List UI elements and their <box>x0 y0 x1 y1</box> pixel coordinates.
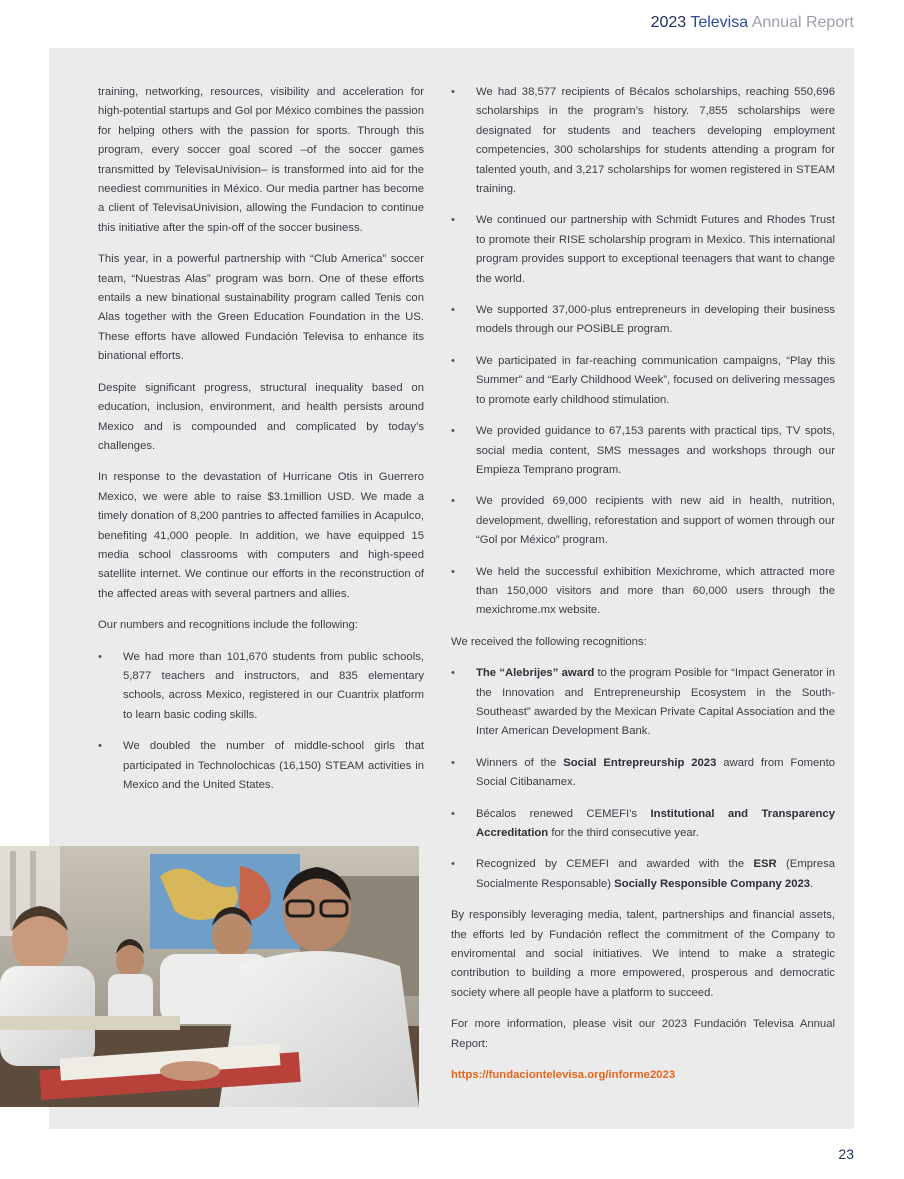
left-paragraph-5: Our numbers and recognitions include the following: <box>98 619 358 632</box>
more-info-text: For more information, please visit our 2023 Fundación Televisa Annual Report: <box>451 1018 835 1050</box>
header-year: 2023 <box>650 14 687 31</box>
award-name: Social Entrepreurship 2023 <box>563 756 717 769</box>
right-bullet-list <box>451 83 835 621</box>
left-paragraph-4: In response to the devastation of Hurricane Otis in Guerrero Mexico, we were able to raise $3.1million USD. We made a timely donation of 8,200 pantries to affected families in Acapulco, benefiting 41,000 people. In addition, we have equipped 15 media school classrooms with computers and high-speed satellite internet. We continue our efforts in the reconstruction of the affected areas with several partners and allies. <box>98 471 424 600</box>
page-number: 23 <box>838 1146 854 1162</box>
list-item: • We provided 69,000 recipients with new aid in health, nutrition, development, dwelling, reforestation and support of women through our “Gol por México” program. <box>451 492 835 550</box>
right-column <box>451 83 835 1097</box>
list-item: • We supported 37,000-plus entrepreneurs in developing their business models through our POSiBLE program. <box>451 301 835 340</box>
recognition-item: • The “Alebrijes” award to the program Posible for “Impact Generator in the Innovation and Entrepreneurship Ecosystem in the South-Southeast” awarded by the Mexican Private Capital Association and the Inter American Development Bank. <box>451 664 835 742</box>
recognitions-list <box>451 664 835 894</box>
left-paragraph-3: Despite significant progress, structural inequality based on education, inclusion, environment, and health persists around Mexico and is compounded and complicated by today’s challenges. <box>98 381 424 452</box>
report-link[interactable]: https://fundaciontelevisa.org/informe2023 <box>451 1069 676 1082</box>
left-column <box>98 83 424 807</box>
left-paragraph-1: training, networking, resources, visibility and acceleration for high-potential startups and Gol por México combines the passion for helping others with the passion for sports. Through this program, every soccer goal scored –of the soccer games transmitted by TelevisaUnivision– is transformed into aid for the neediest communities in México. Our media partner has become a client of TelevisaUnivision, allowing the Fundacion to continue this initiative after the spin-off of the soccer business. <box>98 86 424 234</box>
list-item: • We provided guidance to 67,153 parents with practical tips, TV spots, social media content, SMS messages and workshops through our Empieza Temprano program. <box>451 422 835 480</box>
list-item: • We had more than 101,670 students from public schools, 5,877 teachers and instructors, and 835 elementary schools, across Mexico, registered in our Cuantrix platform to learn basic coding skills. <box>98 648 424 726</box>
header-brand: Televisa <box>690 14 749 31</box>
award-name: The “Alebrijes” award <box>476 667 595 680</box>
closing-paragraph: By responsibly leveraging media, talent, partnerships and financial assets, the efforts led by Fundación reflect the commitment of the Company to enviromental and social initiatives. We intend to make a strategic contribution to building a more empowered, prosperous and democratic society where all people have a platform to succeed. <box>451 909 835 999</box>
left-bullet-list <box>98 648 424 796</box>
recognitions-intro: We received the following recognitions: <box>451 635 647 648</box>
header-subtitle: Annual Report <box>751 14 854 31</box>
list-item: • We had 38,577 recipients of Bécalos scholarships, reaching 550,696 scholarships in the program’s history. 7,855 scholarships were designated for students and teachers developing employment competencies, 300 scholarships for students attending a program for talented youth, and 3,217 scholarships for women registered in STEAM training. <box>451 83 835 199</box>
award-name: Socially Responsible Company 2023 <box>614 877 811 890</box>
report-header <box>651 14 854 32</box>
recognition-item: • Winners of the Social Entrepreurship 2023 award from Fomento Social Citibanamex. <box>451 754 835 793</box>
recognition-item: • Bécalos renewed CEMEFI’s Institutional and Transparency Accreditation for the third consecutive year. <box>451 805 835 844</box>
classroom-photo <box>0 846 419 1107</box>
list-item: • We held the successful exhibition Mexichrome, which attracted more than 150,000 visitors and more than 60,000 users through the mexichrome.mx website. <box>451 563 835 621</box>
list-item: • We participated in far-reaching communication campaigns, “Play this Summer” and “Early Childhood Week”, focused on delivering messages to promote early childhood stimulation. <box>451 352 835 410</box>
award-name: Institutional and Transparency Accreditation <box>476 807 836 839</box>
left-paragraph-2: This year, in a powerful partnership with “Club America” soccer team, “Nuestras Alas” program was born. One of these efforts entails a new binational sustainability program called Tenis con Alas together with the Green Education Foundation in the US. These efforts have allowed Fundación Televisa to enhance its binational efforts. <box>98 253 424 363</box>
list-item: • We continued our partnership with Schmidt Futures and Rhodes Trust to promote their RISE scholarship program in Mexico. This international program provides support to exceptional teenagers that want to change the world. <box>451 211 835 289</box>
award-name: ESR <box>753 858 777 871</box>
list-item: • We doubled the number of middle-school girls that participated in Technolochicas (16,150) STEAM activities in Mexico and the United States. <box>98 737 424 795</box>
recognition-item: • Recognized by CEMEFI and awarded with the ESR (Empresa Socialmente Responsable) Socially Responsible Company 2023. <box>451 855 835 894</box>
